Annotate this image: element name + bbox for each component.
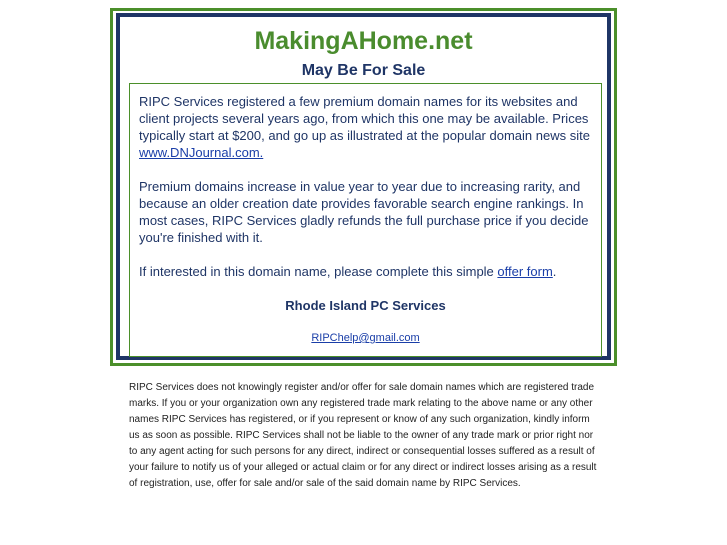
offer-end: . [552, 264, 557, 279]
content-box [129, 83, 602, 357]
intro-text: RIPC Services registered a few premium domain names for its websites and client projects several years ago, from which this one may be available. Prices typically start at $200, and go up as illustrated at the popular domain news site [139, 94, 590, 143]
sale-heading: May Be For Sale [301, 62, 426, 79]
outer-frame [110, 8, 617, 366]
site-title: MakingAHome.net [254, 27, 473, 55]
company-name: Rhode Island PC Services [285, 298, 446, 313]
intro-paragraph [139, 93, 592, 161]
offer-form-link[interactable]: offer form [497, 264, 553, 279]
offer-paragraph [139, 263, 592, 280]
dnjournal-link[interactable]: www.DNJournal.com. [139, 145, 264, 160]
contact-email-link[interactable]: RIPChelp@gmail.com [311, 332, 420, 344]
offer-text: If interested in this domain name, please complete this simple [139, 264, 498, 279]
value-paragraph: Premium domains increase in value year to year due to increasing rarity, and because an older creation date provides favorable search engine rankings. In most cases, RIPC Services gladly refunds the full purchase price if you decide you're finished with it. [139, 179, 589, 245]
inner-frame [116, 13, 611, 360]
disclaimer-text: RIPC Services does not knowingly register and/or offer for sale domain names which are registered trade marks. If you or your organization own any registered trade mark relating to the above name or any other names RIPC Services has registered, or if you represent or know of any such organization, kindly inform us as soon as possible. RIPC Services shall not be liable to the owner of any trade mark or prior right nor to any agent acting for such persons for any direct, indirect or consequential losses suffered as a result of your failure to notify us of your alleged or actual claim or for any direct or indirect losses arising as a result of registration, use, offer for sale and/or sale of the said domain name by RIPC Services. [129, 382, 597, 489]
